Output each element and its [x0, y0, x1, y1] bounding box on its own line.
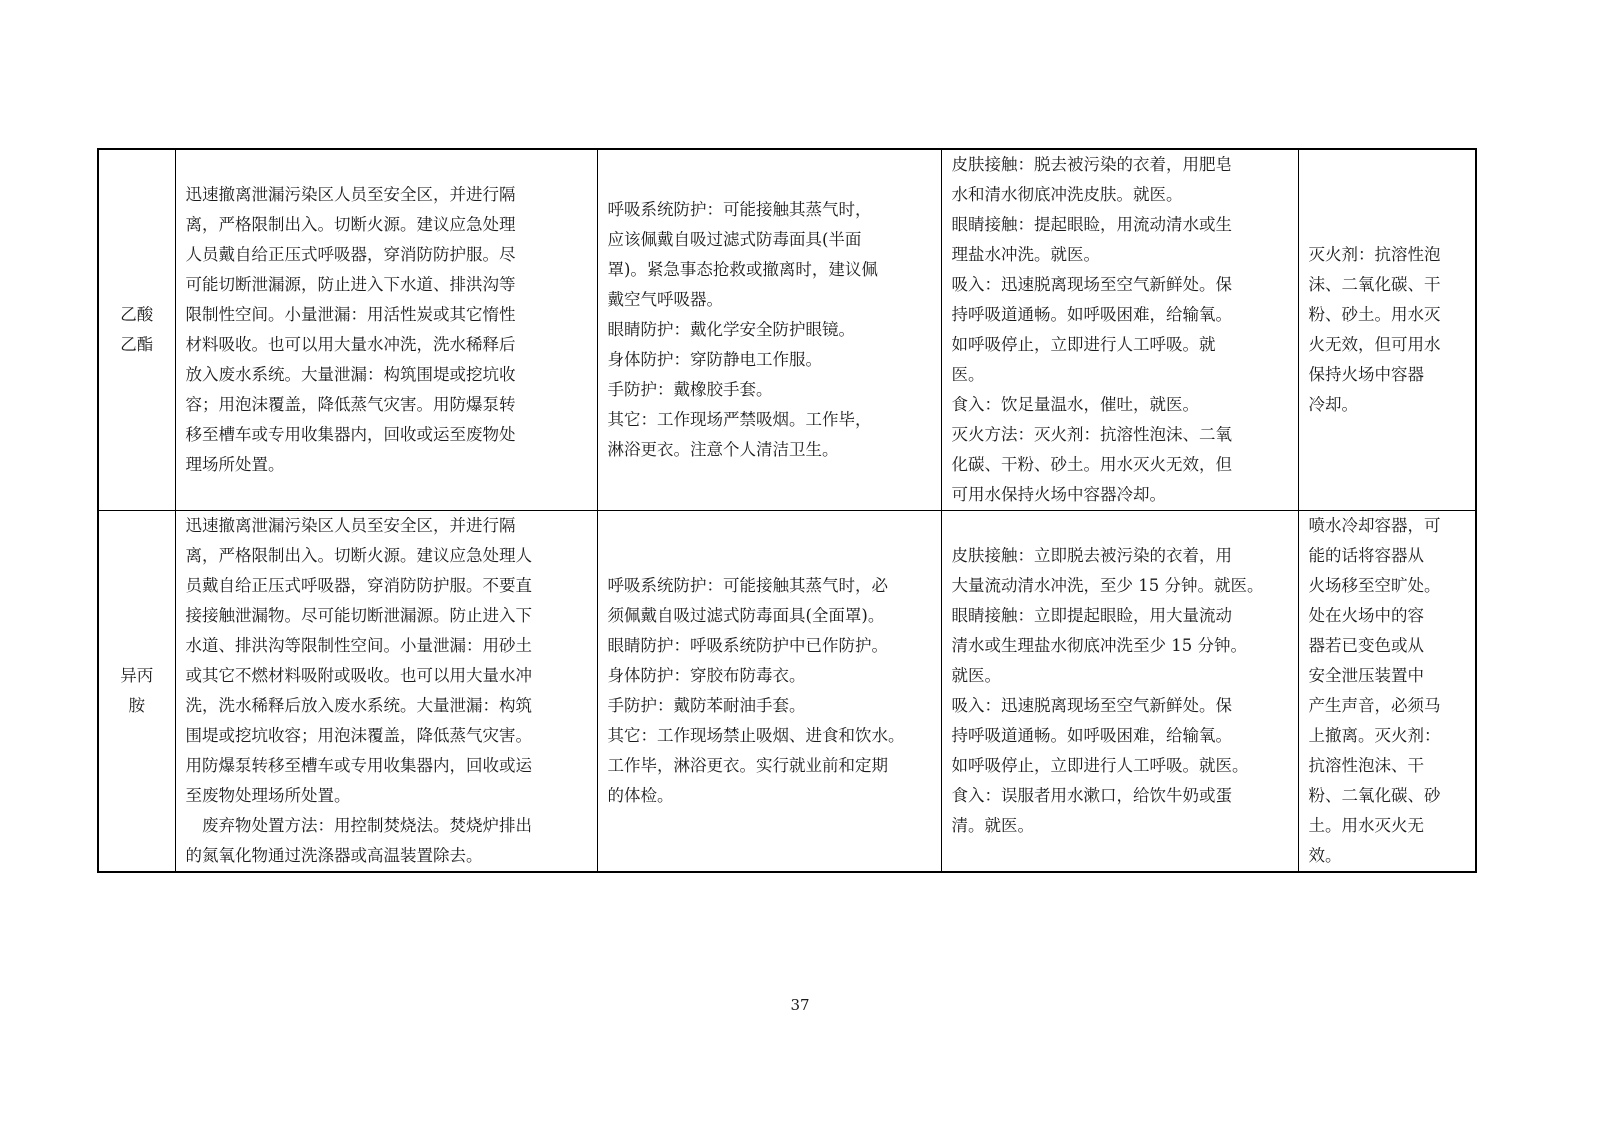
cell-line: 粉、砂土。用水灭: [1308, 305, 1441, 324]
cell-line: 食入：误服者用水漱口，给饮牛奶或蛋: [951, 786, 1232, 805]
cell-line: 迅速撤离泄漏污染区人员至安全区，并进行隔: [185, 185, 516, 204]
cell-line: 清。就医。: [951, 816, 1034, 835]
cell-line: 移至槽车或专用收集器内，回收或运至废物处: [185, 425, 516, 444]
cell-line: 吸入：迅速脱离现场至空气新鲜处。保: [951, 696, 1232, 715]
cell-line: 离，严格限制出入。切断火源。建议应急处理人: [185, 546, 532, 565]
first-aid-cell: [941, 149, 1298, 511]
leak-response-cell: [175, 511, 597, 873]
cell-line: 材料吸收。也可以用大量水冲洗，洗水稀释后: [185, 335, 516, 354]
cell-line: 水和清水彻底冲洗皮肤。就医。: [951, 185, 1183, 204]
cell-line: 化碳、干粉、砂土。用水灭火无效，但: [951, 455, 1232, 474]
chemical-name-cell: [98, 149, 175, 511]
cell-line: 其它：工作现场严禁吸烟。工作毕，: [607, 410, 872, 429]
cell-line: 可用水保持火场中容器冷却。: [951, 485, 1166, 504]
cell-line: 洗，洗水稀释后放入废水系统。大量泄漏：构筑: [185, 696, 532, 715]
cell-line: 火场移至空旷处。: [1308, 576, 1441, 595]
cell-line: 眼睛接触：提起眼睑，用流动清水或生: [951, 215, 1232, 234]
fire-fighting-cell: [1298, 149, 1476, 511]
cell-line: 淋浴更衣。注意个人清洁卫生。: [607, 440, 839, 459]
cell-line: 身体防护：穿胶布防毒衣。: [607, 666, 806, 685]
cell-line: 粉、二氧化碳、砂: [1308, 786, 1441, 805]
cell-line: 吸入：迅速脱离现场至空气新鲜处。保: [951, 275, 1232, 294]
chemical-name-cell: [98, 511, 175, 873]
cell-line: 保持火场中容器: [1308, 365, 1424, 384]
chemical-name-line: 乙酯: [120, 335, 154, 354]
cell-line: 的氮氧化物通过洗涤器或高温装置除去。: [185, 846, 483, 865]
cell-line: 灭火方法：灭火剂：抗溶性泡沫、二氧: [951, 425, 1232, 444]
cell-line: 能的话将容器从: [1308, 546, 1424, 565]
cell-line: 上撤离。灭火剂：: [1308, 726, 1441, 745]
cell-line: 可能切断泄漏源，防止进入下水道、排洪沟等: [185, 275, 516, 294]
cell-line: 离，严格限制出入。切断火源。建议应急处理: [185, 215, 516, 234]
cell-line: 其它：工作现场禁止吸烟、进食和饮水。: [607, 726, 905, 745]
cell-line: 沫、二氧化碳、干: [1308, 275, 1441, 294]
chemical-name-line: 乙酸: [120, 305, 154, 324]
cell-line: 安全泄压装置中: [1308, 666, 1424, 685]
cell-line: 手防护：戴橡胶手套。: [607, 380, 773, 399]
cell-line: 如呼吸停止，立即进行人工呼吸。就医。: [951, 756, 1249, 775]
chemical-emergency-table: [97, 148, 1477, 873]
cell-line: 食入：饮足量温水，催吐，就医。: [951, 395, 1199, 414]
cell-line: 放入废水系统。大量泄漏：构筑围堤或挖坑收: [185, 365, 516, 384]
cell-line: 罩)。紧急事态抢救或撤离时，建议佩: [607, 260, 878, 279]
cell-line: 大量流动清水冲洗，至少 15 分钟。就医。: [951, 576, 1264, 595]
cell-line: 工作毕，淋浴更衣。实行就业前和定期: [607, 756, 888, 775]
cell-line: 水道、排洪沟等限制性空间。小量泄漏：用砂土: [185, 636, 532, 655]
cell-line: 火无效，但可用水: [1308, 335, 1441, 354]
cell-line: 清水或生理盐水彻底冲洗至少 15 分钟。: [951, 636, 1247, 655]
cell-line: 眼睛防护：呼吸系统防护中已作防护。: [607, 636, 888, 655]
table-row: [98, 511, 1476, 873]
cell-line: 接接触泄漏物。尽可能切断泄漏源。防止进入下: [185, 606, 532, 625]
first-aid-cell: [941, 511, 1298, 873]
cell-line: 喷水冷却容器，可: [1308, 516, 1441, 535]
cell-line: 呼吸系统防护：可能接触其蒸气时，: [607, 200, 872, 219]
cell-line: 就医。: [951, 666, 1001, 685]
chemical-name-line: 异丙: [120, 666, 154, 685]
cell-line: 人员戴自给正压式呼吸器，穿消防防护服。尽: [185, 245, 516, 264]
cell-line: 眼睛接触：立即提起眼睑，用大量流动: [951, 606, 1232, 625]
cell-line: 处在火场中的容: [1308, 606, 1424, 625]
cell-line: 至废物处理场所处置。: [185, 786, 351, 805]
cell-line: 员戴自给正压式呼吸器，穿消防防护服。不要直: [185, 576, 532, 595]
cell-line: 灭火剂：抗溶性泡: [1308, 245, 1441, 264]
cell-line: 应该佩戴自吸过滤式防毒面具(半面: [607, 230, 862, 249]
cell-line: 限制性空间。小量泄漏：用活性炭或其它惰性: [185, 305, 516, 324]
cell-line: 效。: [1308, 846, 1342, 865]
cell-line: 迅速撤离泄漏污染区人员至安全区，并进行隔: [185, 516, 516, 535]
protection-cell: [597, 511, 941, 873]
cell-line: 废弃物处置方法：用控制焚烧法。焚烧炉排出: [185, 816, 532, 835]
cell-line: 医。: [951, 365, 985, 384]
cell-line: 皮肤接触：立即脱去被污染的衣着，用: [951, 546, 1232, 565]
leak-response-cell: [175, 149, 597, 511]
cell-line: 眼睛防护：戴化学安全防护眼镜。: [607, 320, 855, 339]
cell-line: 冷却。: [1308, 395, 1358, 414]
cell-line: 理场所处置。: [185, 455, 285, 474]
cell-line: 持呼吸道通畅。如呼吸困难，给输氧。: [951, 305, 1232, 324]
cell-line: 器若已变色或从: [1308, 636, 1424, 655]
fire-fighting-cell: [1298, 511, 1476, 873]
cell-line: 用防爆泵转移至槽车或专用收集器内，回收或运: [185, 756, 532, 775]
cell-line: 容；用泡沫覆盖，降低蒸气灾害。用防爆泵转: [185, 395, 516, 414]
cell-line: 身体防护：穿防静电工作服。: [607, 350, 822, 369]
cell-line: 围堤或挖坑收容；用泡沫覆盖，降低蒸气灾害。: [185, 726, 532, 745]
cell-line: 持呼吸道通畅。如呼吸困难，给输氧。: [951, 726, 1232, 745]
cell-line: 的体检。: [607, 786, 674, 805]
cell-line: 手防护：戴防苯耐油手套。: [607, 696, 806, 715]
cell-line: 戴空气呼吸器。: [607, 290, 723, 309]
chemical-name-line: 胺: [128, 696, 145, 715]
table-row: [98, 149, 1476, 511]
cell-line: 理盐水冲洗。就医。: [951, 245, 1100, 264]
cell-line: 呼吸系统防护：可能接触其蒸气时，必: [607, 576, 888, 595]
cell-line: 如呼吸停止，立即进行人工呼吸。就: [951, 335, 1216, 354]
cell-line: 皮肤接触：脱去被污染的衣着，用肥皂: [951, 155, 1232, 174]
cell-line: 须佩戴自吸过滤式防毒面具(全面罩)。: [607, 606, 885, 625]
protection-cell: [597, 149, 941, 511]
cell-line: 或其它不燃材料吸附或吸收。也可以用大量水冲: [185, 666, 532, 685]
cell-line: 土。用水灭火无: [1308, 816, 1424, 835]
cell-line: 抗溶性泡沫、干: [1308, 756, 1424, 775]
cell-line: 产生声音，必须马: [1308, 696, 1441, 715]
page-number: 37: [790, 996, 810, 1014]
